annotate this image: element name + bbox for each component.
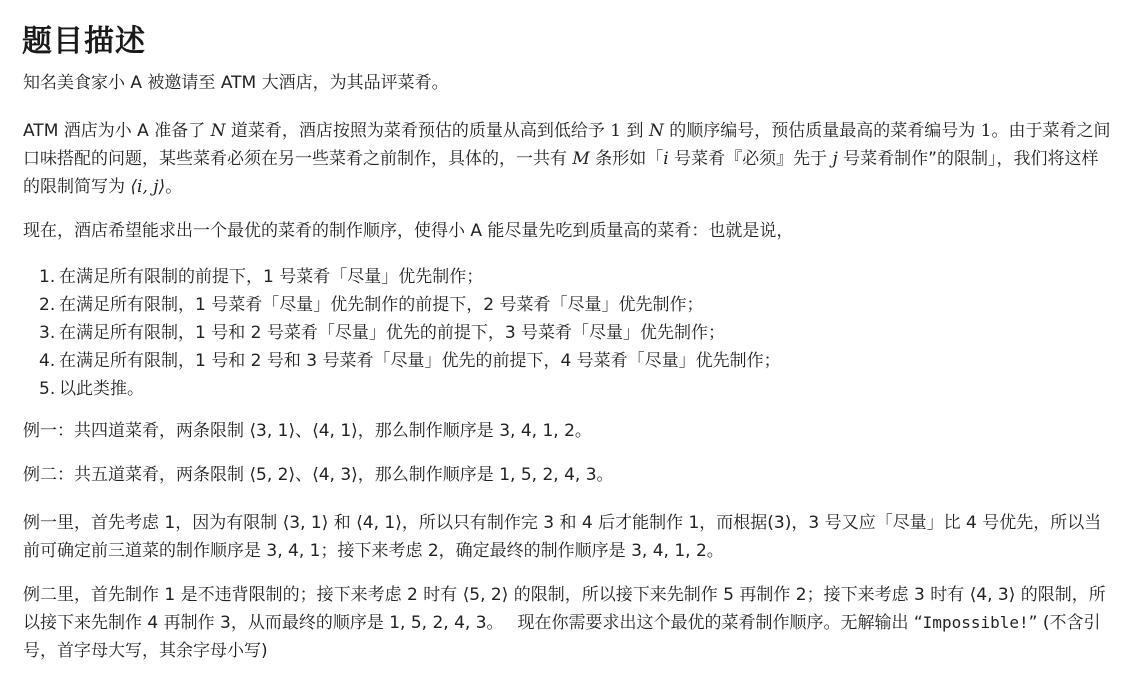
example-2-explanation: 例二里，首先制作 1 是不违背限制的；接下来考虑 2 时有 ⟨5, 2⟩ 的限制，所以接下来先制作 5 再制作 2；接下来考虑 3 时有 ⟨4, 3⟩ 的限制，所以接下来先制作 4 再制作 3，从而最终的顺序是 1, 5, 2, 4, 3。 现在你需要求出这个最优的菜肴制作顺序。无解输出 “Impossible!” (不含引号，首字母大写，其余字母小写) (23, 585, 1106, 661)
list-item: 3. 在满足所有限制，1 号和 2 号菜肴「尽量」优先的前提下，3 号菜肴「尽量」优先制作； (39, 323, 726, 343)
example-2: 例二：共五道菜肴，两条限制 ⟨5, 2⟩、⟨4, 3⟩，那么制作顺序是 1, 5, 2, 4, 3。 (23, 465, 614, 485)
list-item: 2. 在满足所有限制，1 号菜肴「尽量」优先制作的前提下，2 号菜肴「尽量」优先制作； (39, 295, 704, 315)
page-title: 题目描述 (22, 24, 146, 59)
priority-rules-list (23, 263, 781, 403)
example-1-explanation: 例一里，首先考虑 1，因为有限制 ⟨3, 1⟩ 和 ⟨4, 1⟩，所以只有制作完 3 和 4 后才能制作 1，而根据(3)，3 号又应「尽量」比 4 号优先，所以当前可确定前三道菜的制作顺序是 3, 4, 1；接下来考虑 2，确定最终的制作顺序是 3, 4, 1, 2。 (23, 513, 1102, 561)
setup-paragraph: ATM 酒店为小 A 准备了 N 道菜肴，酒店按照为菜肴预估的质量从高到低给予 1 到 N 的顺序编号，预估质量最高的菜肴编号为 1。由于菜肴之间口味搭配的问题，某些菜肴必须在另一些菜肴之前制作，具体的，一共有 M 条形如「i 号菜肴『必须』先于 j 号菜肴制作”的限制」，我们将这样的限制简写为 ⟨i, j⟩。 (23, 121, 1111, 197)
goal-paragraph: 现在，酒店希望能求出一个最优的菜肴的制作顺序，使得小 A 能尽量先吃到质量高的菜肴：也就是说， (23, 221, 794, 241)
list-item: 5. 以此类推。 (39, 379, 144, 399)
example-1: 例一：共四道菜肴，两条限制 ⟨3, 1⟩、⟨4, 1⟩，那么制作顺序是 3, 4, 1, 2。 (23, 421, 592, 441)
impossible-output: Impossible! (922, 613, 1029, 632)
list-item: 1. 在满足所有限制的前提下，1 号菜肴「尽量」优先制作； (39, 267, 484, 287)
intro-paragraph: 知名美食家小 A 被邀请至 ATM 大酒店，为其品评菜肴。 (23, 73, 449, 93)
list-item: 4. 在满足所有限制，1 号和 2 号和 3 号菜肴「尽量」优先的前提下，4 号菜肴「尽量」优先制作； (39, 351, 781, 371)
